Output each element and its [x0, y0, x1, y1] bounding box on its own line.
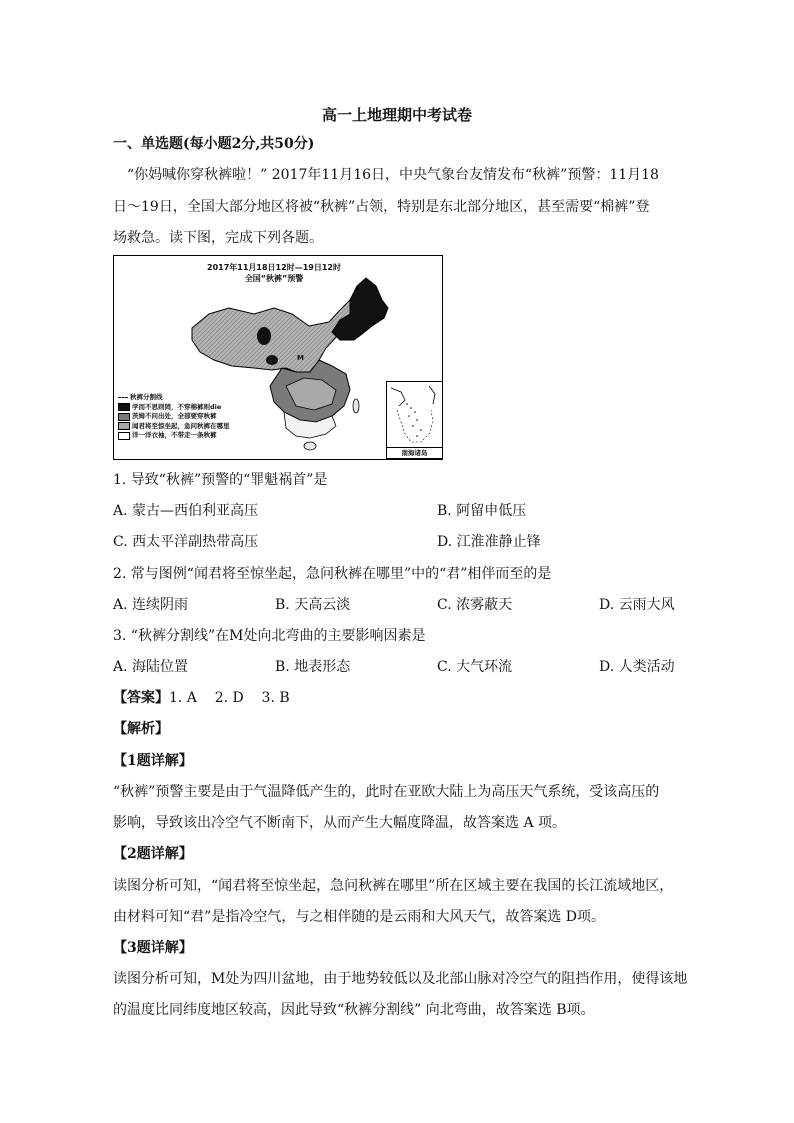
q2-option-a: A. 连续阴雨: [113, 597, 189, 613]
legend-swatch: [118, 403, 130, 411]
detail-1-heading: 【1题详解】: [113, 753, 193, 769]
legend-swatch: [118, 422, 130, 430]
section-heading: 一、单选题(每小题2分,共50分): [113, 136, 315, 152]
analysis-label: 【解析】: [113, 721, 169, 737]
detail-3-line-2: 的温度比同纬度地区较高，因此导致“秋裤分割线” 向北弯曲，故答案选 B项。: [113, 1002, 595, 1018]
question-3-stem: 3. “秋裤分割线”在M处向北弯曲的主要影响因素是: [113, 628, 426, 644]
question-2-stem: 2. 常与图例“闻君将至惊坐起，急问秋裤在哪里”中的“君”相伴而至的是: [113, 566, 552, 582]
q1-option-d: D. 江淮准静止锋: [437, 534, 541, 550]
answer-label: 【答案】: [113, 690, 169, 706]
inset-map: [387, 382, 442, 448]
intro-line-1: “你妈喊你穿秋裤啦！” 2017年11月16日，中央气象台友情发布“秋裤”预警：11月18: [127, 167, 659, 183]
figure-title: 2017年11月18日12时—19日12时 全国“秋裤”预警: [207, 263, 341, 283]
q3-option-b: B. 地表形态: [275, 659, 351, 675]
q3-option-a: A. 海陆位置: [113, 659, 189, 675]
question-1-stem: 1. 导致“秋裤”预警的“罪魁祸首”是: [113, 472, 328, 488]
q2-option-b: B. 天高云淡: [275, 597, 351, 613]
detail-1-line-1: “秋裤”预警主要是由于气温降低产生的，此时在亚欧大陆上为高压天气系统，受该高压的: [113, 784, 660, 800]
legend-swatch: [118, 413, 130, 421]
legend-item: 闻君将至惊坐起，急问秋裤在哪里: [118, 422, 230, 432]
page-title: 高一上地理期中考试卷: [321, 106, 472, 124]
legend-item: 洋一洋衣袖，不带走一条秋裤: [118, 431, 230, 441]
intro-line-2: 日～19日，全国大部分地区将被“秋裤”占领，特别是东北部分地区，甚至需要“棉裤”登: [113, 199, 650, 215]
china-map-figure: [113, 255, 443, 460]
q1-option-a: A. 蒙古—西伯利亚高压: [113, 503, 259, 519]
answer-text: 1. A 2. D 3. B: [169, 690, 290, 706]
detail-2-heading: 【2题详解】: [113, 846, 193, 862]
map-legend: [118, 393, 230, 441]
q2-option-c: C. 浓雾蔽天: [437, 597, 513, 613]
q1-option-b: B. 阿留申低压: [437, 503, 527, 519]
hainan-island: [304, 442, 316, 450]
detail-2-line-1: 读图分析可知，“闻君将至惊坐起，急问秋裤在哪里”所在区域主要在我国的长江流域地区，: [113, 878, 674, 894]
q3-option-d: D. 人类活动: [599, 659, 675, 675]
q1-option-c: C. 西太平洋副热带高压: [113, 534, 259, 550]
qinghai-dark-spot: [266, 355, 278, 365]
detail-2-line-2: 由材料可知“君”是指冷空气，与之相伴随的是云雨和大风天气，故答案选 D项。: [113, 909, 605, 925]
detail-3-heading: 【3题详解】: [113, 940, 193, 956]
legend-item-divider: 秋裤分割线: [118, 393, 230, 403]
intro-line-3: 场救急。读下图，完成下列各题。: [113, 230, 323, 246]
detail-3-line-1: 读图分析可知，M处为四川盆地，由于地势较低以及北部山脉对冷空气的阻挡作用，使得该地: [113, 971, 688, 987]
legend-item: 学而不思则罔，不穿棉裤则die: [118, 403, 230, 413]
q2-option-d: D. 云雨大风: [599, 597, 675, 613]
m-label: M: [297, 354, 304, 362]
legend-swatch: [118, 432, 130, 440]
taiwan-island: [353, 399, 359, 413]
detail-1-line-2: 影响，导致该出冷空气不断南下，从而产生大幅度降温，故答案选 A 项。: [113, 815, 567, 831]
dashed-line-icon: [118, 397, 128, 398]
legend-item: 茨姆不问出处，全部要穿秋裤: [118, 412, 230, 422]
south-china-sea-inset: 南海诸岛: [386, 381, 443, 459]
answer-line: [113, 687, 290, 707]
tibet-dark-spot: [257, 327, 271, 345]
q3-option-c: C. 大气环流: [437, 659, 513, 675]
